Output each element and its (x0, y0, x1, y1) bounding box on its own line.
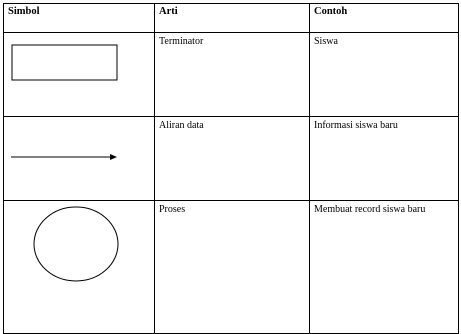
ellipse-process-icon (4, 201, 154, 330)
header-contoh: Contoh (310, 4, 459, 33)
symbol-table (3, 3, 459, 334)
table-header-row (4, 4, 459, 33)
arti-cell: Terminator (155, 33, 310, 117)
table-row (4, 33, 459, 117)
header-arti: Arti (155, 4, 310, 33)
header-simbol: Simbol (4, 4, 155, 33)
arrow-right-icon (4, 117, 154, 197)
arti-cell: Aliran data (155, 117, 310, 201)
table-row (4, 117, 459, 201)
contoh-cell: Membuat record siswa baru (310, 201, 459, 334)
symbol-cell (4, 201, 155, 334)
table-row (4, 201, 459, 334)
contoh-cell: Siswa (310, 33, 459, 117)
terminator-rectangle-icon (4, 33, 154, 113)
symbol-cell (4, 117, 155, 201)
contoh-cell: Informasi siswa baru (310, 117, 459, 201)
arti-cell: Proses (155, 201, 310, 334)
symbol-cell (4, 33, 155, 117)
